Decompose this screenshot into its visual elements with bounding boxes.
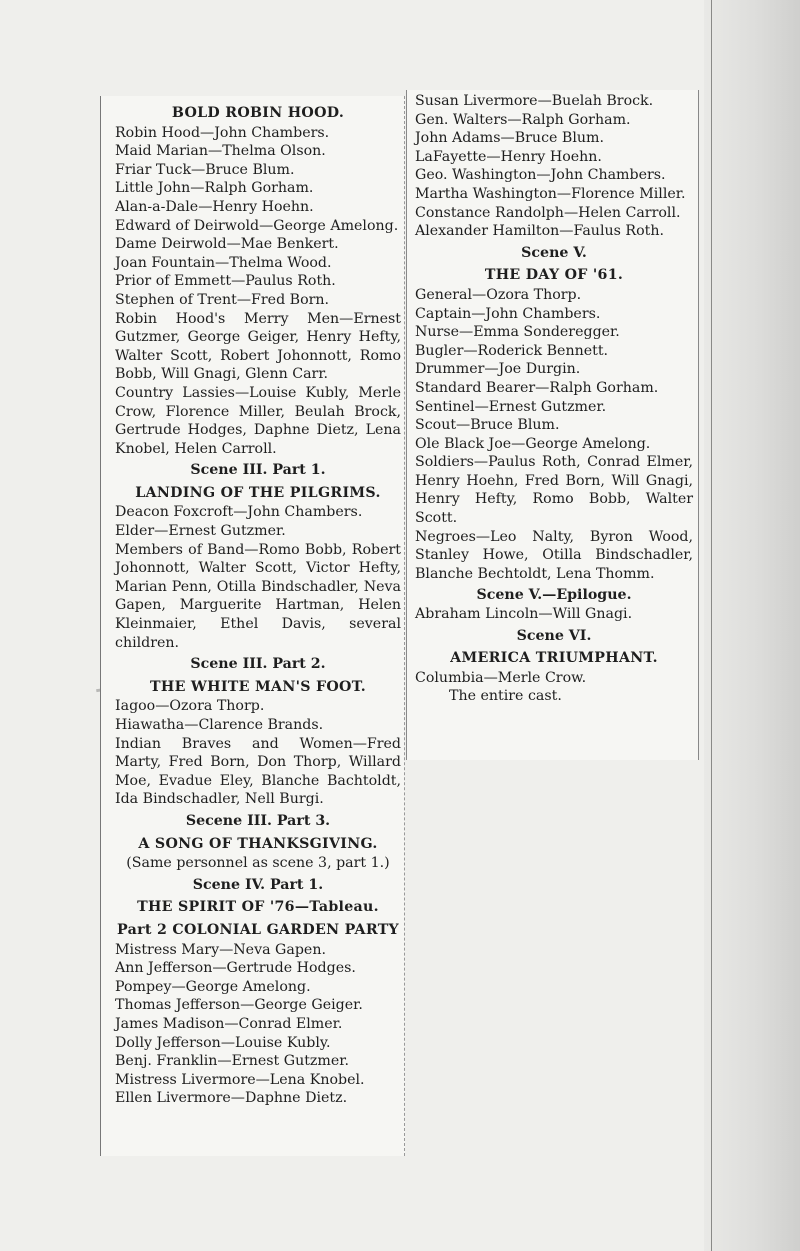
cast-line: Abraham Lincoln—Will Gnagi. — [415, 606, 633, 623]
cast-line: Friar Tuck—Bruce Blum. — [115, 161, 295, 178]
cast-line: Prior of Emmett—Paulus Roth. — [115, 273, 336, 290]
scene-label: Scene V.—Epilogue. — [476, 587, 632, 604]
cast-line: Martha Washington—Florence Miller. — [415, 185, 686, 202]
cast-line: Benj. Franklin—Ernest Gutzmer. — [115, 1053, 349, 1070]
cast-line: Iagoo—Ozora Thorp. — [115, 698, 265, 715]
cast-line: The entire cast. — [449, 688, 562, 705]
section-title: THE SPIRIT OF '76—Tableau. — [137, 899, 379, 916]
cast-list — [415, 286, 693, 584]
cast-line: Dame Deirwold—Mae Benkert. — [115, 236, 339, 253]
right-column — [415, 92, 693, 706]
cast-line: Thomas Jefferson—George Geiger. — [115, 997, 363, 1014]
section-title: THE WHITE MAN'S FOOT. — [150, 678, 366, 695]
left-column — [115, 104, 401, 1108]
cast-line: Deacon Foxcroft—John Chambers. — [115, 504, 363, 521]
scene-label: Scene III. Part 2. — [190, 656, 326, 673]
cast-line: Hiawatha—Clarence Brands. — [115, 717, 324, 733]
scene-label: Secene III. Part 3. — [185, 812, 331, 829]
section-title: BOLD ROBIN HOOD. — [171, 105, 345, 121]
cast-line: Ole Black Joe—George Amelong. — [415, 435, 651, 452]
cast-list — [415, 605, 693, 624]
cast-line: Mistress Livermore—Lena Knobel. — [115, 1071, 365, 1088]
cast-line: Geo. Washington—John Chambers. — [415, 167, 666, 184]
cast-line: Members of Band—Romo Bobb, Robert Johonnott, Walter Scott, Victor Hefty, Marian Penn, Otilla Bindschadler, Neva Gapen, Marguerite Hartman, Helen Kleinmaier, Ethel Davis, several children. — [115, 541, 401, 651]
cast-line: LaFayette—Henry Hoehn. — [415, 148, 602, 165]
cast-line: Columbia—Merle Crow. — [415, 669, 587, 686]
section-title: Part 2 COLONIAL GARDEN PARTY — [117, 921, 399, 938]
cast-line: Ellen Livermore—Daphne Dietz. — [115, 1090, 348, 1107]
cast-line: Drummer—Joe Durgin. — [415, 361, 581, 378]
left-clipping — [100, 96, 405, 1156]
cast-line: Indian Braves and Women—Fred Marty, Fred Born, Don Thorp, Willard Moe, Evadue Eley, Blanche Bachtoldt, Ida Bindschadler, Nell Burgi. — [115, 735, 401, 808]
cast-line: Negroes—Leo Nalty, Byron Wood, Stanley Howe, Otilla Bindschadler, Blanche Bechtoldt, Lena Thomm. — [415, 528, 693, 582]
cast-line: Sentinel—Ernest Gutzmer. — [415, 398, 607, 415]
cast-line: Susan Livermore—Buelah Brock. — [415, 93, 654, 109]
scene-label: Scene III. Part 1. — [190, 462, 326, 479]
cast-line: James Madison—Conrad Elmer. — [115, 1015, 343, 1032]
cast-line: Soldiers—Paulus Roth, Conrad Elmer, Henry Hoehn, Fred Born, Will Gnagi, Henry Hefty, Romo Bobb, Walter Scott. — [415, 454, 693, 527]
cast-line: Country Lassies—Louise Kubly, Merle Crow, Florence Miller, Beulah Brock, Gertrude Hodges, Daphne Dietz, Lena Knobel, Helen Carroll. — [115, 384, 401, 457]
section-title: LANDING OF THE PILGRIMS. — [135, 484, 381, 501]
section-title: A SONG OF THANKSGIVING. — [138, 835, 378, 852]
page-edge-line — [711, 0, 712, 1251]
cast-line: Captain—John Chambers. — [415, 305, 601, 322]
cast-line: Mistress Mary—Neva Gapen. — [115, 941, 326, 958]
cast-line: Edward of Deirwold—George Amelong. — [115, 217, 399, 234]
cast-line: Nurse—Emma Sonderegger. — [415, 324, 620, 341]
cast-line: Alan-a-Dale—Henry Hoehn. — [115, 198, 314, 215]
cast-list — [115, 941, 401, 1108]
cast-line: Little John—Ralph Gorham. — [115, 180, 314, 197]
right-clipping — [406, 90, 699, 760]
cast-line: John Adams—Bruce Blum. — [415, 130, 604, 147]
page-edge — [704, 0, 800, 1251]
section-title: THE DAY OF '61. — [484, 267, 624, 284]
cast-line: Constance Randolph—Helen Carroll. — [415, 204, 681, 221]
section-title: AMERICA TRIUMPHANT. — [450, 650, 658, 667]
scene-label: Scene VI. — [516, 627, 592, 644]
cast-list — [115, 503, 401, 652]
cast-line: Maid Marian—Thelma Olson. — [115, 143, 326, 160]
cast-list — [115, 124, 401, 459]
cast-line: Scout—Bruce Blum. — [415, 417, 560, 434]
cast-line: General—Ozora Thorp. — [415, 286, 582, 303]
cast-list — [115, 697, 401, 809]
cast-line: Alexander Hamilton—Faulus Roth. — [415, 223, 664, 240]
personnel-note: (Same personnel as scene 3, part 1.) — [126, 855, 390, 872]
cast-line: Gen. Walters—Ralph Gorham. — [415, 111, 631, 128]
cast-line: Bugler—Roderick Bennett. — [415, 342, 609, 359]
cast-list — [415, 92, 693, 241]
cast-line: Joan Fountain—Thelma Wood. — [115, 254, 332, 271]
scene-label: Scene IV. Part 1. — [192, 876, 324, 893]
cast-line: Elder—Ernest Gutzmer. — [115, 523, 286, 540]
cast-line: Robin Hood's Merry Men—Ernest Gutzmer, George Geiger, Henry Hefty, Walter Scott, Robert Johonnott, Romo Bobb, Will Gnagi, Glenn Carr. — [115, 310, 401, 383]
cast-line: Robin Hood—John Chambers. — [115, 124, 330, 141]
cast-line: Ann Jefferson—Gertrude Hodges. — [115, 960, 356, 977]
cast-line: Dolly Jefferson—Louise Kubly. — [115, 1034, 331, 1051]
scene-label: Scene V. — [521, 244, 587, 261]
cast-line: Stephen of Trent—Fred Born. — [115, 291, 330, 308]
cast-line: Pompey—George Amelong. — [115, 978, 311, 995]
cast-line: Standard Bearer—Ralph Gorham. — [415, 379, 659, 396]
cast-list — [415, 669, 693, 706]
